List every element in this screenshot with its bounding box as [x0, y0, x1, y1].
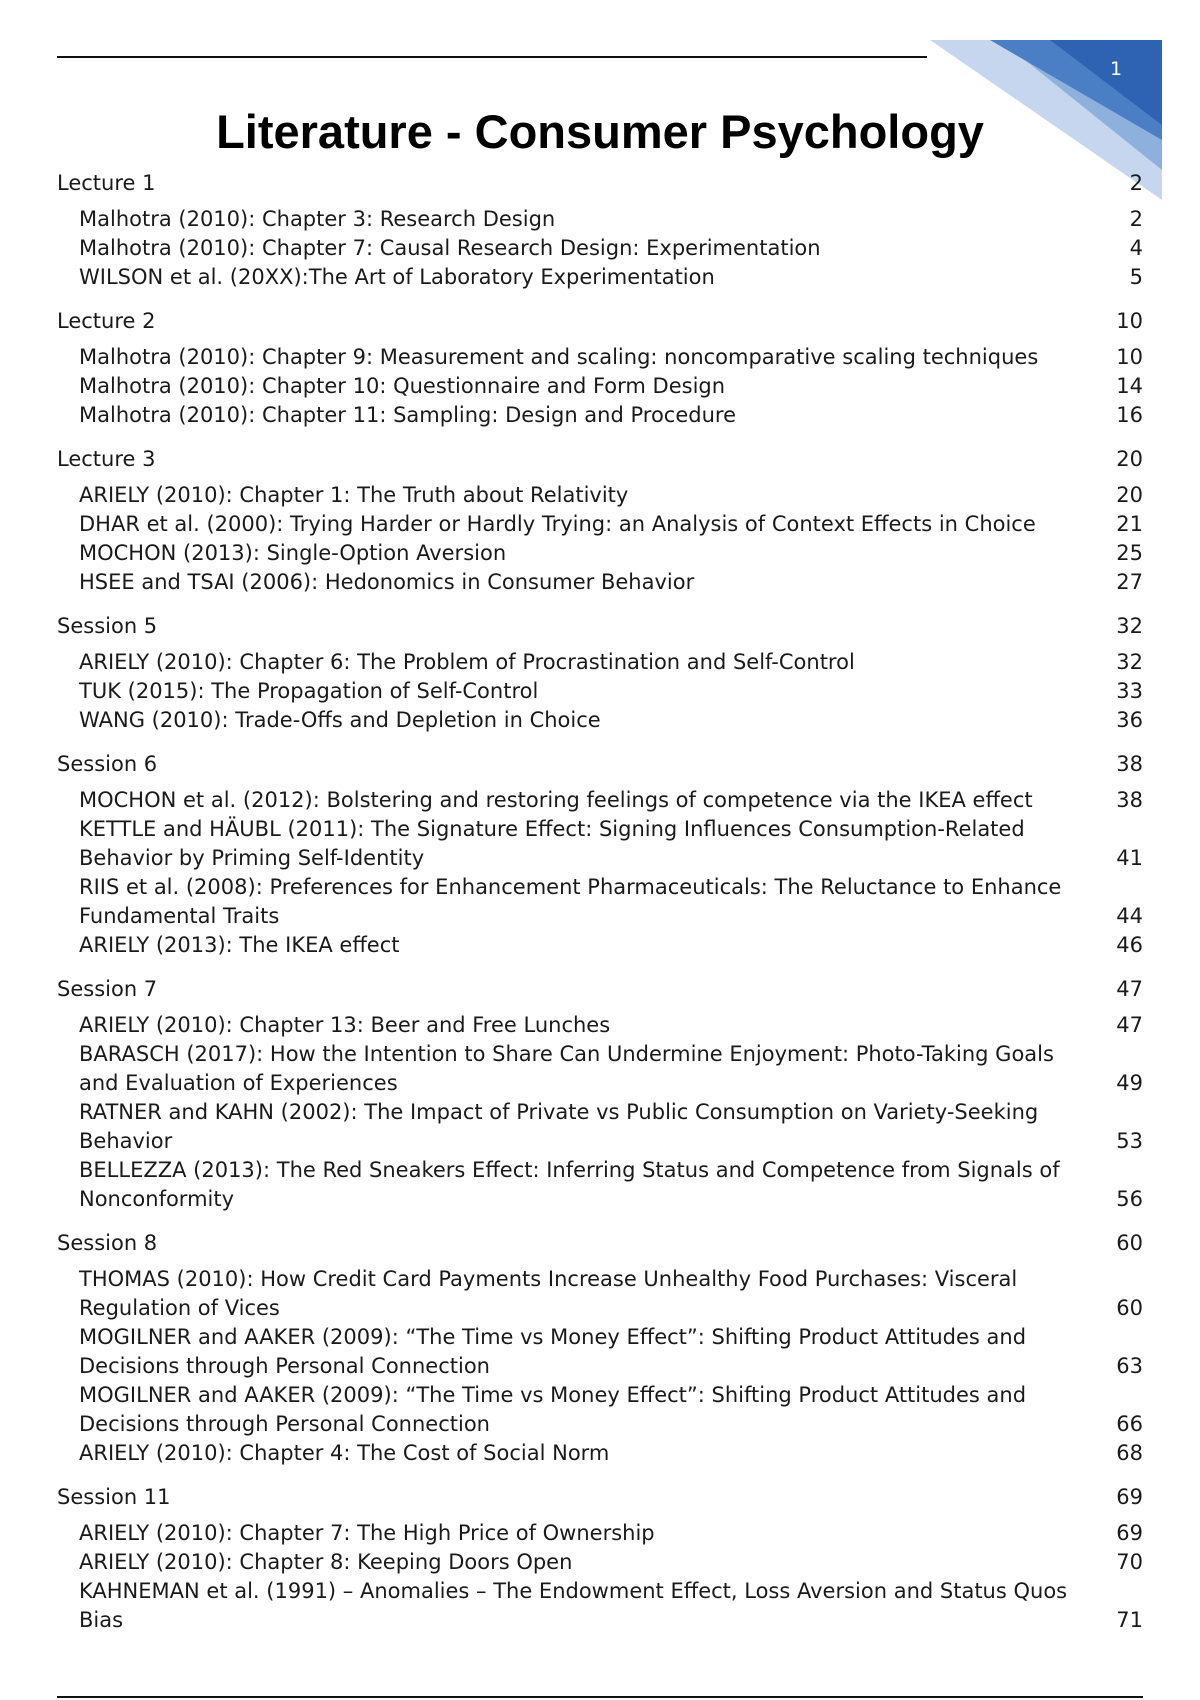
toc-heading-page: 60: [1116, 1231, 1143, 1255]
toc-entry-label: ARIELY (2010): Chapter 4: The Cost of Social Norm: [79, 1441, 610, 1465]
toc-entry-label: HSEE and TSAI (2006): Hedonomics in Consumer Behavior: [79, 570, 695, 594]
toc-entry-page: 36: [1116, 708, 1143, 732]
toc-heading-page: 2: [1129, 171, 1143, 195]
toc-entry[interactable]: [57, 1548, 1143, 1577]
toc-entry-page: 25: [1116, 541, 1143, 565]
toc-heading-page: 32: [1116, 614, 1143, 638]
toc-heading-label: Session 6: [57, 752, 158, 776]
toc-entry-label: ARIELY (2010): Chapter 8: Keeping Doors Open: [79, 1550, 573, 1574]
toc-entry-label: Malhotra (2010): Chapter 9: Measurement and scaling: noncomparative scaling techniques: [79, 345, 1039, 369]
table-of-contents: [57, 165, 1143, 1646]
toc-entry[interactable]: [57, 1323, 1143, 1381]
toc-section: [57, 1225, 1143, 1468]
toc-entry-page: 38: [1116, 788, 1143, 812]
toc-entry[interactable]: [57, 677, 1143, 706]
toc-entry-page: 60: [1116, 1296, 1143, 1320]
toc-entry[interactable]: [57, 815, 1143, 873]
toc-entry-label: MOGILNER and AAKER (2009): “The Time vs Money Effect”: Shifting Product Attitudes and Decisions through Personal Connection: [79, 1325, 1027, 1378]
toc-section-heading[interactable]: [57, 608, 1143, 644]
toc-entry-page: 33: [1116, 679, 1143, 703]
toc-entry-page: 2: [1129, 207, 1143, 231]
toc-heading-page: 38: [1116, 752, 1143, 776]
toc-entry-page: 20: [1116, 483, 1143, 507]
toc-entry[interactable]: [57, 263, 1143, 292]
toc-entry-label: MOCHON (2013): Single-Option Aversion: [79, 541, 507, 565]
toc-entry-label: ARIELY (2010): Chapter 6: The Problem of Procrastination and Self-Control: [79, 650, 855, 674]
toc-entry-label: KAHNEMAN et al. (1991) – Anomalies – The Endowment Effect, Loss Aversion and Status Quos Bias: [79, 1579, 1068, 1632]
toc-heading-label: Session 8: [57, 1231, 158, 1255]
toc-entry-page: 70: [1116, 1550, 1143, 1574]
toc-entry[interactable]: [57, 1519, 1143, 1548]
toc-entry-page: 68: [1116, 1441, 1143, 1465]
toc-entry[interactable]: [57, 510, 1143, 539]
toc-entry-page: 21: [1116, 512, 1143, 536]
toc-entry-label: ARIELY (2010): Chapter 13: Beer and Free Lunches: [79, 1013, 611, 1037]
toc-section: [57, 608, 1143, 735]
toc-entry-label: Malhotra (2010): Chapter 3: Research Design: [79, 207, 556, 231]
toc-section-heading[interactable]: [57, 1225, 1143, 1261]
toc-entry[interactable]: [57, 873, 1143, 931]
toc-entry[interactable]: [57, 481, 1143, 510]
toc-section-heading[interactable]: [57, 441, 1143, 477]
footer-rule: [57, 1696, 1143, 1698]
toc-entry-label: ARIELY (2010): Chapter 7: The High Price of Ownership: [79, 1521, 655, 1545]
toc-entry-page: 5: [1129, 265, 1143, 289]
toc-heading-page: 69: [1116, 1485, 1143, 1509]
toc-section-heading[interactable]: [57, 303, 1143, 339]
toc-entry-page: 49: [1116, 1071, 1143, 1095]
toc-entry-label: THOMAS (2010): How Credit Card Payments Increase Unhealthy Food Purchases: Visceral Regulation of Vices: [79, 1267, 1018, 1320]
toc-entry-label: ARIELY (2013): The IKEA effect: [79, 933, 400, 957]
toc-section-heading[interactable]: [57, 746, 1143, 782]
toc-section: [57, 1479, 1143, 1635]
toc-entry-page: 47: [1116, 1013, 1143, 1037]
toc-entry-label: BARASCH (2017): How the Intention to Share Can Undermine Enjoyment: Photo-Taking Goals and Evaluation of Experiences: [79, 1042, 1054, 1095]
toc-section: [57, 165, 1143, 292]
toc-entry-label: Malhotra (2010): Chapter 7: Causal Research Design: Experimentation: [79, 236, 821, 260]
toc-entry[interactable]: [57, 786, 1143, 815]
toc-entry[interactable]: [57, 568, 1143, 597]
toc-entry[interactable]: [57, 1439, 1143, 1468]
toc-entry-page: 4: [1129, 236, 1143, 260]
toc-entry[interactable]: [57, 401, 1143, 430]
toc-entry[interactable]: [57, 1011, 1143, 1040]
toc-heading-label: Session 5: [57, 614, 158, 638]
toc-entry[interactable]: [57, 539, 1143, 568]
toc-entry[interactable]: [57, 234, 1143, 263]
toc-entry-page: 27: [1116, 570, 1143, 594]
toc-entry-page: 69: [1116, 1521, 1143, 1545]
toc-entry-label: TUK (2015): The Propagation of Self-Control: [79, 679, 539, 703]
toc-entry[interactable]: [57, 372, 1143, 401]
toc-entry[interactable]: [57, 1265, 1143, 1323]
toc-entry-page: 63: [1116, 1354, 1143, 1378]
toc-entry[interactable]: [57, 1156, 1143, 1214]
toc-entry-label: KETTLE and HÄUBL (2011): The Signature Effect: Signing Influences Consumption-Related Behavior by Priming Self-Identity: [79, 817, 1025, 870]
toc-section: [57, 971, 1143, 1214]
toc-heading-page: 47: [1116, 977, 1143, 1001]
page-number: 1: [1109, 58, 1123, 80]
toc-section: [57, 746, 1143, 960]
toc-heading-label: Session 7: [57, 977, 158, 1001]
toc-entry[interactable]: [57, 1098, 1143, 1156]
toc-entry[interactable]: [57, 205, 1143, 234]
toc-heading-label: Lecture 1: [57, 171, 156, 195]
toc-entry[interactable]: [57, 1577, 1143, 1635]
toc-entry-label: MOCHON et al. (2012): Bolstering and restoring feelings of competence via the IKEA effect: [79, 788, 1033, 812]
toc-entry-page: 46: [1116, 933, 1143, 957]
toc-entry-page: 66: [1116, 1412, 1143, 1436]
toc-entry-page: 32: [1116, 650, 1143, 674]
toc-heading-page: 10: [1116, 309, 1143, 333]
toc-entry-page: 10: [1116, 345, 1143, 369]
document-title: Literature - Consumer Psychology: [216, 105, 984, 158]
toc-entry-label: Malhotra (2010): Chapter 10: Questionnaire and Form Design: [79, 374, 726, 398]
toc-section: [57, 441, 1143, 597]
toc-entry-label: DHAR et al. (2000): Trying Harder or Hardly Trying: an Analysis of Context Effects in Choice: [79, 512, 1036, 536]
toc-entry-page: 56: [1116, 1187, 1143, 1211]
toc-entry-label: BELLEZZA (2013): The Red Sneakers Effect: Inferring Status and Competence from Signals of Nonconformity: [79, 1158, 1060, 1211]
toc-entry-page: 53: [1116, 1129, 1143, 1153]
toc-entry[interactable]: [57, 1040, 1143, 1098]
toc-section-heading[interactable]: [57, 1479, 1143, 1515]
toc-entry-page: 44: [1116, 904, 1143, 928]
toc-entry[interactable]: [57, 931, 1143, 960]
toc-entry-page: 71: [1116, 1608, 1143, 1632]
toc-entry[interactable]: [57, 343, 1143, 372]
toc-heading-page: 20: [1116, 447, 1143, 471]
toc-heading-label: Session 11: [57, 1485, 171, 1509]
toc-entry-label: RIIS et al. (2008): Preferences for Enhancement Pharmaceuticals: The Reluctance to Enhance Fundamental Traits: [79, 875, 1062, 928]
toc-section-heading[interactable]: [57, 165, 1143, 201]
toc-entry-label: WILSON et al. (20XX):The Art of Laboratory Experimentation: [79, 265, 715, 289]
toc-entry-label: WANG (2010): Trade-Offs and Depletion in Choice: [79, 708, 601, 732]
toc-heading-label: Lecture 2: [57, 309, 156, 333]
toc-heading-label: Lecture 3: [57, 447, 156, 471]
toc-entry-label: ARIELY (2010): Chapter 1: The Truth about Relativity: [79, 483, 629, 507]
toc-entry[interactable]: [57, 706, 1143, 735]
toc-entry-label: RATNER and KAHN (2002): The Impact of Private vs Public Consumption on Variety-Seeking Behavior: [79, 1100, 1039, 1153]
toc-entry-page: 41: [1116, 846, 1143, 870]
toc-entry[interactable]: [57, 648, 1143, 677]
toc-section: [57, 303, 1143, 430]
toc-entry-page: 16: [1116, 403, 1143, 427]
header-rule: [57, 56, 927, 58]
toc-section-heading[interactable]: [57, 971, 1143, 1007]
toc-entry[interactable]: [57, 1381, 1143, 1439]
toc-entry-label: Malhotra (2010): Chapter 11: Sampling: Design and Procedure: [79, 403, 736, 427]
toc-entry-page: 14: [1116, 374, 1143, 398]
toc-entry-label: MOGILNER and AAKER (2009): “The Time vs Money Effect”: Shifting Product Attitudes and Decisions through Personal Connection: [79, 1383, 1027, 1436]
